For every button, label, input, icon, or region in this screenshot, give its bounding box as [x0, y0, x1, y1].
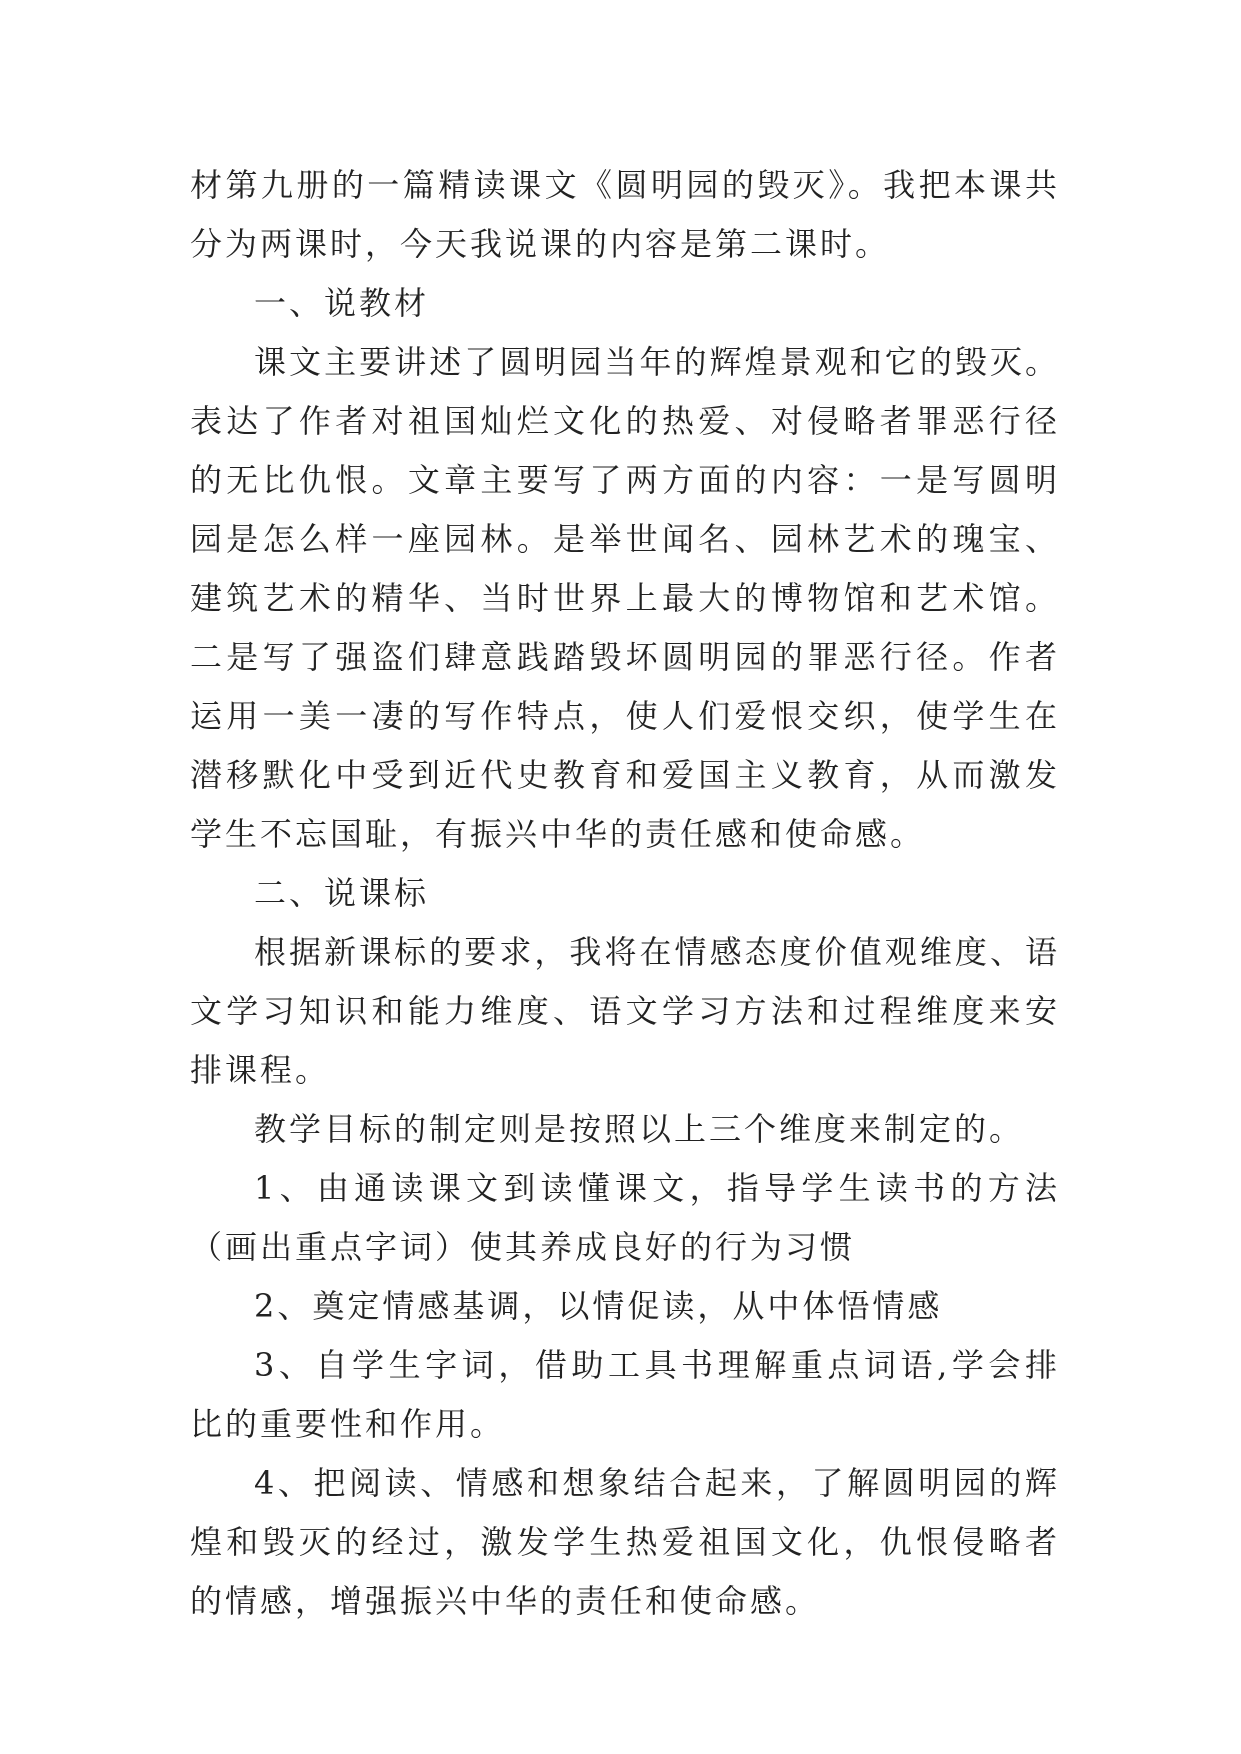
objective-item-3: 3、自学生字词，借助工具书理解重点词语,学会排比的重要性和作用。 — [190, 1346, 1060, 1443]
paragraph-intro-continuation: 材第九册的一篇精读课文《圆明园的毁灭》。我把本课共分为两课时，今天我说课的内容是第二课时。 — [190, 166, 1060, 263]
section-heading-textbook: 一、说教材 — [254, 284, 430, 322]
paragraph-textbook-summary: 课文主要讲述了圆明园当年的辉煌景观和它的毁灭。表达了作者对祖国灿烂文化的热爱、对侵略者罪恶行径的无比仇恨。文章主要写了两方面的内容：一是写圆明园是怎么样一座园林。是举世闻名、园林艺术的瑰宝、建筑艺术的精华、当时世界上最大的博物馆和艺术馆。二是写了强盗们肆意践踏毁坏圆明园的罪恶行径。作者运用一美一凄的写作特点，使人们爱恨交织，使学生在潜移默化中受到近代史教育和爱国主义教育，从而激发学生不忘国耻，有振兴中华的责任感和使命感。 — [190, 343, 1060, 853]
objective-item-4: 4、把阅读、情感和想象结合起来，了解圆明园的辉煌和毁灭的经过，激发学生热爱祖国文化，仇恨侵略者的情感，增强振兴中华的责任和使命感。 — [190, 1464, 1060, 1620]
objective-item-2: 2、奠定情感基调，以情促读，从中体悟情感 — [254, 1287, 943, 1325]
paragraph-objectives-intro: 教学目标的制定则是按照以上三个维度来制定的。 — [254, 1110, 1025, 1148]
section-heading-curriculum: 二、说课标 — [254, 874, 430, 912]
paragraph-curriculum-requirements: 根据新课标的要求，我将在情感态度价值观维度、语文学习知识和能力维度、语文学习方法和过程维度来安排课程。 — [190, 933, 1060, 1089]
objective-item-1: 1、由通读课文到读懂课文，指导学生读书的方法（画出重点字词）使其养成良好的行为习惯 — [190, 1169, 1060, 1266]
document-body — [190, 156, 1060, 1631]
